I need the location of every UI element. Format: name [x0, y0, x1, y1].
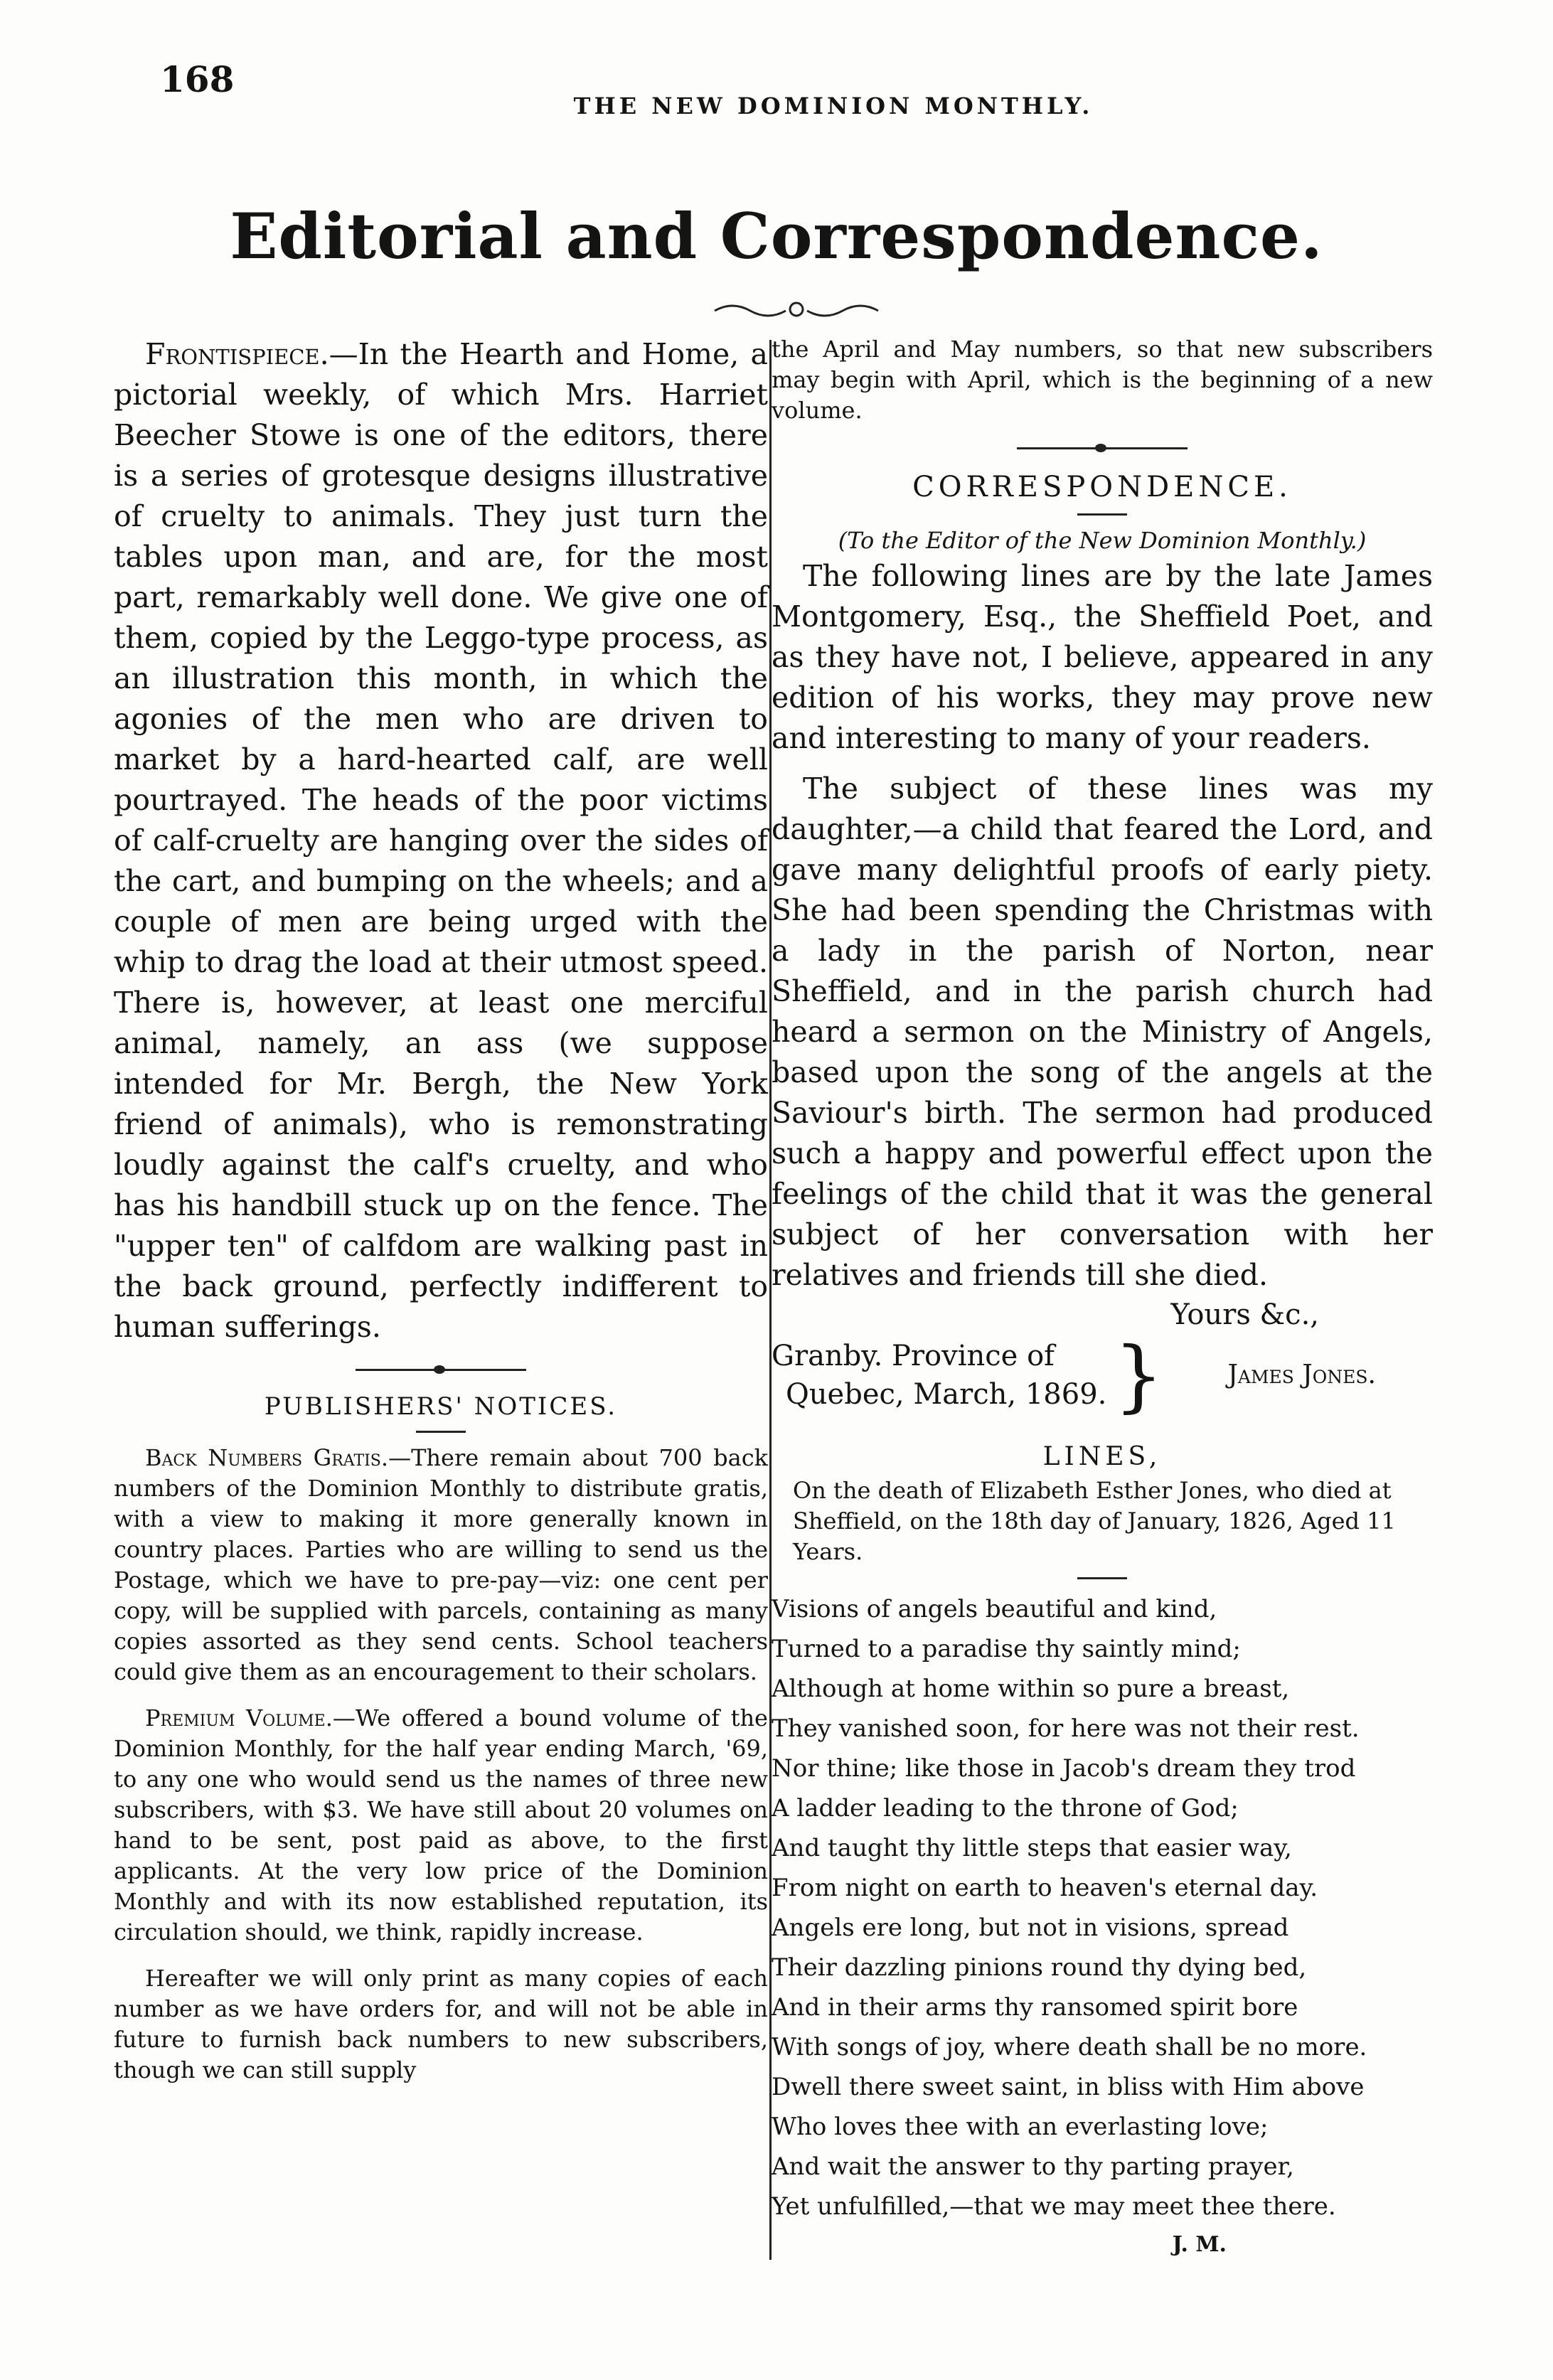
- poem-line: Yet unfulfilled,—that we may meet thee there.: [772, 2192, 1336, 2221]
- poem-line: Angels ere long, but not in visions, spread: [772, 1914, 1289, 1942]
- letter-closing: Yours &c.,: [1170, 1298, 1319, 1331]
- frontispiece-text: —In the Hearth and Home, a pictorial weekly, of which Mrs. Harriet Beecher Stowe is one of the editors, there is a series of grotesque designs illustrative of cruelty to animals. They just turn the tables upon man, and are, for the most part, remarkably well done. We give one of them, copied by the Leggo-type process, as an illustration this month, in which the agonies of the men who are driven to market by a hard-hearted calf, are well pourtrayed. The heads of the poor victims of calf-cruelty are hanging over the sides of the cart, and bumping on the wheels; and a couple of men are being urged with the whip to drag the load at their utmost speed. There is, however, at least one merciful animal, namely, an ass (we suppose intended for Mr. Bergh, the New York friend of animals), who is remonstrating loudly against the calf's cruelty, and who has his handbill stuck up on the fence. The "upper ten" of calfdom are walking past in the back ground, perfectly indifferent to human sufferings.: [114, 337, 768, 1344]
- poem-line: From night on earth to heaven's eternal day.: [772, 1874, 1318, 1902]
- back-numbers-lead: Back Numbers Gratis.: [145, 1444, 389, 1471]
- premium-lead: Premium Volume.: [145, 1704, 333, 1731]
- correspondence-paragraph-2: The subject of these lines was my daughter,—a child that feared the Lord, and gave many delightful proofs of early piety. She had been spending the Christmas with a lady in the parish of Norton, near Sheffield, and in the parish church had heard a sermon on the Ministry of Angels, based upon the song of the angels at the Saviour's birth. The sermon had produced such a happy and powerful effect upon the feelings of the child that it was the general subject of her conversation with her relatives and friends till she died.: [772, 772, 1433, 1292]
- brace-glyph: }: [1114, 1330, 1164, 1421]
- poem-verses: [772, 1589, 1433, 2226]
- correspondence-paragraph-1: The following lines are by the late James Montgomery, Esq., the Sheffield Poet, and as they have not, I believe, appeared in any edition of his works, they may prove new and interesting to many of your readers.: [772, 559, 1433, 755]
- letter-signoff: [772, 1330, 1433, 1421]
- letter-signature: James Jones.: [1227, 1360, 1376, 1389]
- poem-line: And taught thy little steps that easier way,: [772, 1834, 1292, 1862]
- place-line-2: Quebec, March, 1869.: [786, 1378, 1107, 1411]
- hereafter-paragraph: Hereafter we will only print as many copies of each number as we have orders for, and will not be able in future to furnish back numbers to new subscribers, though we can still supply: [114, 1965, 768, 2083]
- section-divider: [356, 1369, 526, 1371]
- frontispiece-lead: Frontispiece.: [145, 337, 329, 371]
- heading-rule: [1077, 513, 1127, 516]
- premium-paragraph: [114, 1703, 768, 1948]
- poem-line: And wait the answer to thy parting prayer,: [772, 2152, 1294, 2181]
- poem-line: Their dazzling pinions round thy dying bed,: [772, 1953, 1307, 1982]
- publishers-heading: PUBLISHERS' NOTICES.: [264, 1392, 618, 1421]
- poem-line: Who loves thee with an everlasting love;: [772, 2113, 1269, 2141]
- spacer: [772, 1414, 1433, 1442]
- place-line-1: Granby. Province of: [772, 1340, 1055, 1372]
- heading-rule: [416, 1431, 466, 1433]
- heading-rule: [1077, 1577, 1127, 1579]
- letter-place-date: [772, 1330, 1170, 1421]
- publishers-continued: the April and May numbers, so that new subscribers may begin with April, which is the beginning of a new volume.: [772, 336, 1433, 424]
- correspondence-heading: CORRESPONDENCE.: [912, 471, 1292, 503]
- poem-line: Dwell there sweet saint, in bliss with Him above: [772, 2073, 1365, 2101]
- lines-subtitle: On the death of Elizabeth Esther Jones, who died at Sheffield, on the 18th day of January, 1826, Aged 11 Years.: [793, 1477, 1396, 1565]
- lines-heading: LINES,: [1042, 1442, 1162, 1471]
- editor-address: (To the Editor of the New Dominion Monthly.): [838, 527, 1367, 554]
- poem-line: Turned to a paradise thy saintly mind;: [772, 1635, 1241, 1663]
- ornament-flourish: [711, 295, 882, 324]
- right-column: [772, 334, 1433, 2257]
- poem-line: A ladder leading to the throne of God;: [772, 1794, 1239, 1823]
- place-lines: [772, 1337, 1106, 1414]
- poem-line: Visions of angels beautiful and kind,: [772, 1595, 1217, 1623]
- frontispiece-paragraph: [114, 334, 768, 1348]
- poem-line: Nor thine; like those in Jacob's dream they trod: [772, 1754, 1356, 1783]
- page-number: 168: [160, 58, 235, 100]
- poem-line: And in their arms thy ransomed spirit bore: [772, 1993, 1298, 2022]
- section-divider: [1017, 447, 1188, 449]
- back-numbers-paragraph: [114, 1443, 768, 1687]
- section-title: Editorial and Correspondence.: [230, 199, 1323, 273]
- poem-line: Although at home within so pure a breast,: [772, 1675, 1290, 1703]
- premium-text: —We offered a bound volume of the Dominion Monthly, for the half year ending March, '69, to any one who would send us the names of three new subscribers, with $3. We have still about 20 volumes on hand to be sent, post paid as above, to the first applicants. At the very low price of the Dominion Monthly and with its now established reputation, its circulation should, we think, rapidly increase.: [114, 1704, 768, 1946]
- poem-initials: J. M.: [1172, 2232, 1227, 2257]
- poem-line: They vanished soon, for here was not their rest.: [772, 1714, 1360, 1743]
- left-column: [114, 334, 768, 2086]
- back-numbers-text: —There remain about 700 back numbers of the Dominion Monthly to distribute gratis, with a view to making it more generally known in country places. Parties who are willing to send us the Postage, which we have to pre-pay—viz: one cent per copy, will be supplied with parcels, containing as many copies assorted as they send cents. School teachers could give them as an encouragement to their scholars.: [114, 1444, 768, 1685]
- running-title: THE NEW DOMINION MONTHLY.: [573, 92, 1094, 119]
- poem-line: With songs of joy, where death shall be no more.: [772, 2033, 1367, 2061]
